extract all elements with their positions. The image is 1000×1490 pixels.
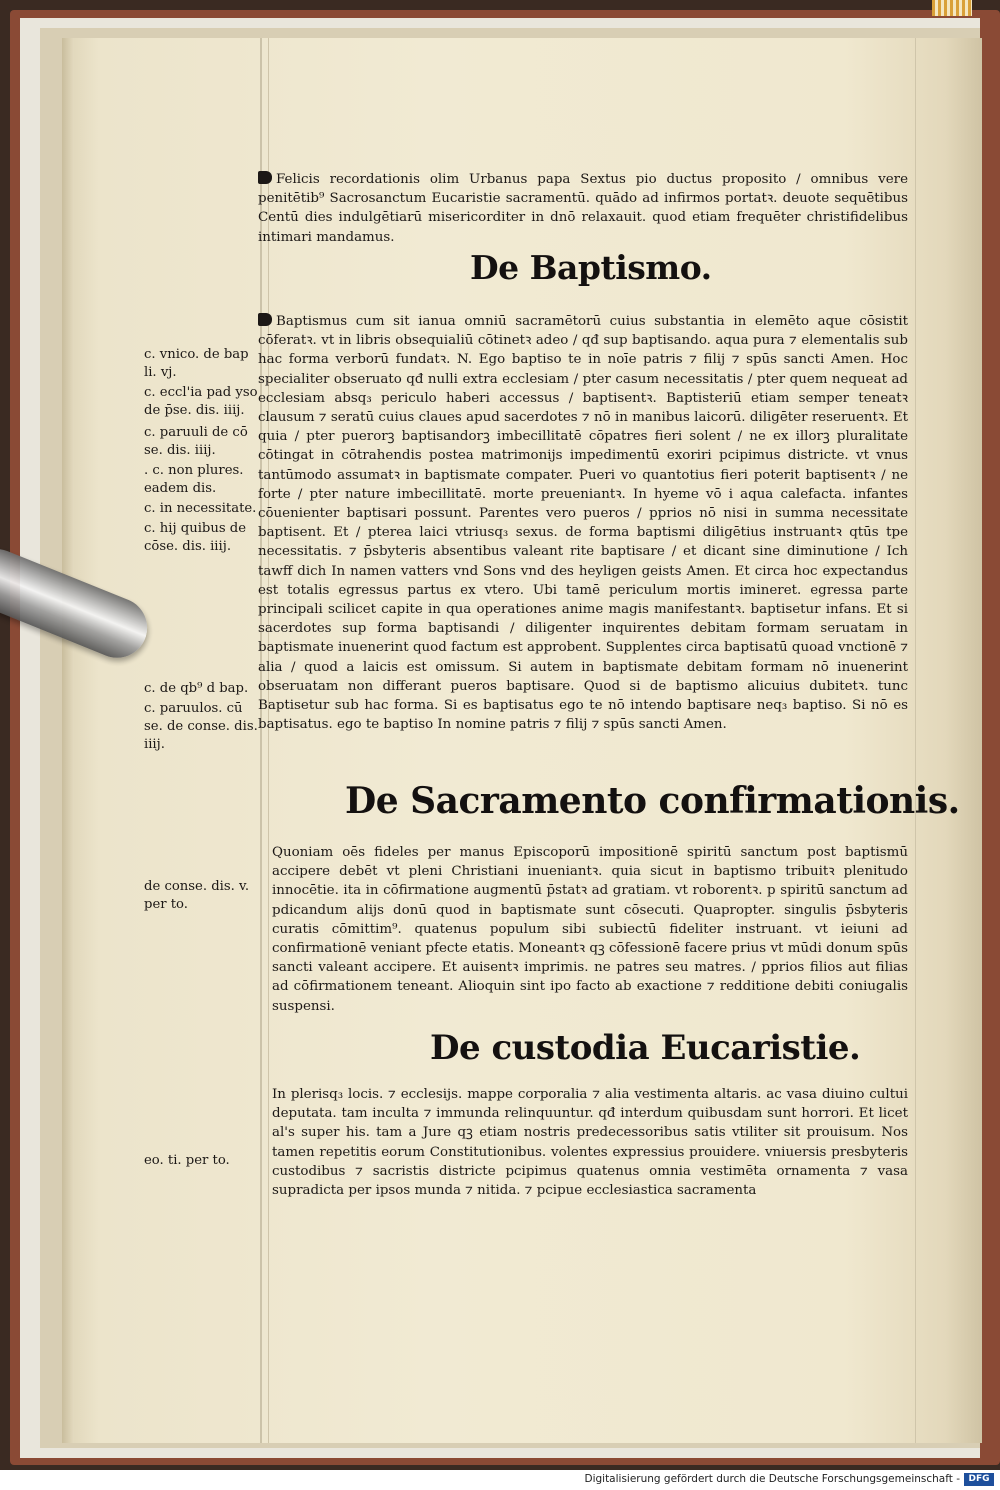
margin-note: c. vnico. de bap li. vj.: [144, 347, 249, 380]
margin-note: de conse. dis. v. per to.: [144, 879, 250, 912]
margin-note: c. paruulos. cū se. de conse. dis. iiij.: [144, 701, 258, 752]
confirmation-paragraph: [272, 843, 908, 1016]
margin-note: . c. non plures. eadem dis.: [144, 463, 244, 496]
heading-custody: De custodia Eucaristie.: [430, 1028, 861, 1068]
paragraph-mark-icon: [258, 171, 272, 184]
footer: [0, 1470, 1000, 1490]
baptism-text: Baptismus cum sit ianua omniū sacramētorū cuius substantia in elemēto aque cōsistit cōferatꝛ. vt in libris obsequialiū cōtinetꝛ adeo / qđ sup baptisando. aqua pura ⁊ elementalis sub hac forma verborū fundatꝛ. N. Ego baptiso te in noīe patris ⁊ filij ⁊ spūs sancti Amen. Hoc specialiter obseruato qđ nulli extra ecclesiam / pter casum necessitatis / pter quem nequeat ad ecclesiam absq₃ periculo haberi accessus / baptisentꝛ. Baptisteriū etiam semper teneatꝛ clausum ⁊ seratū cuius claues apud sacerdotes ⁊ nō in manibus laicorū. diligēter reseruentꝛ. Et quia / pter puerorꝫ baptisandorꝫ imbecillitatē cōpatres fieri solent / ne ex illorꝫ pluralitate cōtingat in cōtrahendis postea matrimonijs impedimentū exoriri pcipimus districte. vt vnus tantūmodo assumatꝛ in baptismate compater. Pueri vo quantotius fieri poterit baptisentꝛ / ne forte / pter nature imbecillitatē. morte preueniantꝛ. In hyeme vō i aqua calefacta. infantes cōuenienter baptisari possunt. Parentes vero pueros / pprios nō nisi in summa necessitate baptisent. Et / pterea laici vtriusq₃ sexus. de forma baptismi diligētius instruantꝛ qtūs tpe necessitatis. ⁊ p̄sbyteris absentibus valeant rite baptisare / et dicant sine diminutione / Ich tawff dich In namen vatters vnd Sons vnd des heyligen geists Amen. Et circa hoc expectandus est totalis egressus partus ex vtero. Ubi tamē periculum mortis imineret. egressa parte principali scilicet capite in qua operationes anime magis manifestantꝛ. baptisetur infans. Et si sacerdotes sup forma baptisandi / diligenter inquirentes debitam formam seruatam in baptismate inuenerint quod factum est approbent. Supplentes circa baptisatū quoad vnctionē ⁊ alia / quod a laicis est omissum. Si autem in baptismate debitam formam nō inuenerint obseruatam non differant pueros baptisare. Quod si de baptismo alicuius dubitetꝛ. tunc Baptisetur sub hac forma. Si es baptisatus ego te nō intendo baptisare neq₃ baptiso. Si nō es baptisatus. ego te baptiso In nomine patris ⁊ filij ⁊ spūs sancti Amen.: [258, 314, 908, 733]
custody-paragraph: [272, 1085, 908, 1200]
margin-note: c. hij quibus de cōse. dis. iiij.: [144, 521, 247, 554]
margin-rule: [268, 38, 269, 1443]
footer-credit: Digitalisierung gefördert durch die Deutsche Forschungsgemeinschaft -: [584, 1473, 960, 1485]
margin-note: c. de qb⁹ d bap.: [144, 681, 249, 696]
intro-text: Felicis recordationis olim Urbanus papa Sextus pio ductus proposito / omnibus vere penitētib⁹ Sacrosanctum Eucaristie sacramentū. quādo ad infirmos portatꝛ. deuote sequētibus Centū dies indulgētiarū misericorditer in dnō relaxauit. quod etiam frequēter christifidelibus intimari mandamus.: [258, 172, 908, 245]
intro-paragraph: [258, 170, 908, 247]
heading-confirmation: De Sacramento confirmationis.: [345, 780, 960, 822]
margin-note: c. eccl'ia pad yso de p̄se. dis. iiij.: [144, 385, 258, 418]
confirmation-text: Quoniam oēs fideles per manus Episcoporū impositionē spiritū sanctum post baptismū accipere debēt vt pleni Christiani inueniantꝛ. quia sicut in baptismo tribuitꝛ plenitudo innocētie. ita in cōfirmatione augmentū p̄statꝛ ad gratiam. vt roborentꝛ. p spiritū sanctum ad pdicandum alijs donū quod in baptismate sunt cōsecuti. Quapropter. singulis p̄sbyteris curatis cōmittim⁹. quatenus populum sibi subiectū fideliter instruant. vt ieiuni ad confirmationē veniant pfecte etatis. Moneantꝛ qꝫ cōfessionē facere prius vt mūdi donum spūs sancti valeant accipere. Et auisentꝛ imprimis. ne patres seu matres. / pprios filios aut filias ad cōfirmationem teneant. Alioquin sint ipo facto ab exactione ⁊ redditione debiti coniugalis suspensi.: [272, 845, 908, 1014]
baptism-paragraph: [258, 312, 908, 734]
bookmark-sticker: [932, 0, 972, 16]
heading-baptism: De Baptismo.: [470, 248, 712, 287]
margin-note: c. paruuli de cō se. dis. iiij.: [144, 425, 248, 458]
paragraph-mark-icon: [258, 313, 272, 326]
custody-text: In plerisq₃ locis. ⁊ ecclesijs. mappe corporalia ⁊ alia vestimenta altaris. ac vasa diuino cultui deputata. tam inculta ⁊ immunda relinquuntur. qđ interdum quibusdam sunt horrori. Et licet al's super his. tam a Jure qꝫ etiam nostris predecessoribus satis vtiliter sit prouisum. Nos tamen repetitis eorum Constitutionibus. volentes expressius prouidere. vniuersis presbyteris custodibus ⁊ sacristis districte pcipimus quatenus omnia vestimēta ornamenta ⁊ vasa supradicta per ipsos munda ⁊ nitida. ⁊ pcipue ecclesiastica sacramenta: [272, 1087, 908, 1199]
margin-note: c. in necessitate.: [144, 501, 257, 516]
margin-note: eo. ti. per to.: [144, 1153, 230, 1168]
page-gutter: [62, 38, 74, 1443]
dfg-logo: DFG: [964, 1473, 994, 1486]
margin-rule: [915, 38, 916, 1443]
